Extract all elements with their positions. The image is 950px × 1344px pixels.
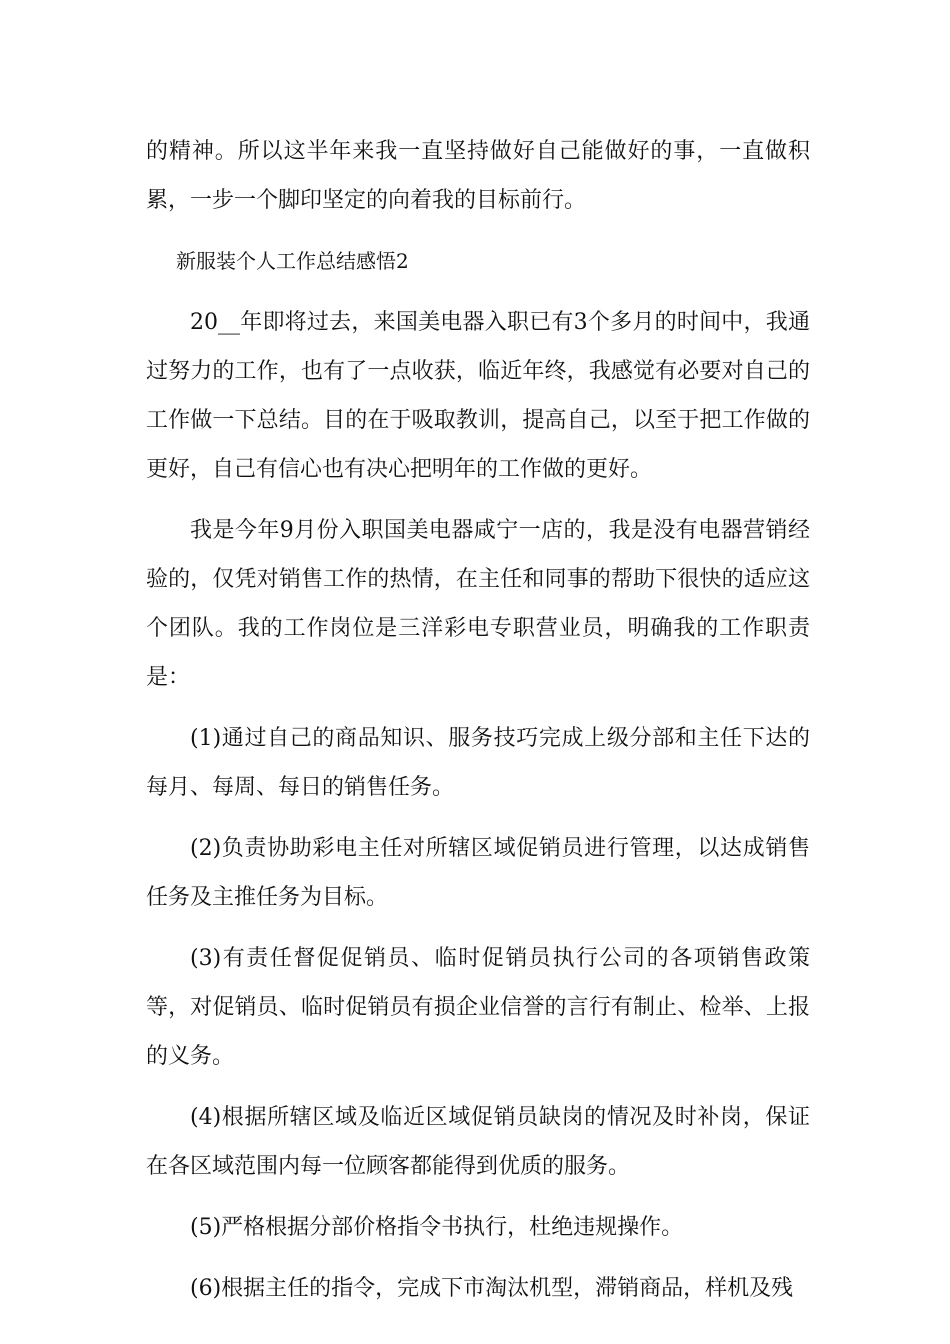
list-item: (6)根据主任的指令，完成下市淘汰机型，滞销商品，样机及残	[190, 1276, 794, 1301]
section-heading: 新服装个人工作总结感悟2	[176, 249, 409, 273]
list-item: (2)负责协助彩电主任对所辖区域促销员进行管理，以达成销售任务及主推任务为目标。	[146, 836, 810, 910]
paragraph-continuation: 的精神。所以这半年来我一直坚持做好自己能做好的事，一直做积累，一步一个脚印坚定的向着我的目标前行。	[146, 139, 810, 213]
document-body	[146, 127, 810, 1325]
list-item: (3)有责任督促促销员、临时促销员执行公司的各项销售政策等，对促销员、临时促销员有损企业信誉的言行有制止、检举、上报的义务。	[146, 946, 810, 1069]
paragraph: 20__年即将过去，来国美电器入职已有3个多月的时间中，我通过努力的工作，也有了一点收获，临近年终，我感觉有必要对自己的工作做一下总结。目的在于吸取教训，提高自己，以至于把工作做的更好，自己有信心也有决心把明年的工作做的更好。	[146, 310, 810, 482]
list-item: (4)根据所辖区域及临近区域促销员缺岗的情况及时补岗，保证在各区域范围内每一位顾客都能得到优质的服务。	[146, 1105, 810, 1179]
paragraph: 我是今年9月份入职国美电器咸宁一店的，我是没有电器营销经验的，仅凭对销售工作的热情，在主任和同事的帮助下很快的适应这个团队。我的工作岗位是三洋彩电专职营业员，明确我的工作职责是：	[146, 518, 810, 690]
list-item: (1)通过自己的商品知识、服务技巧完成上级分部和主任下达的每月、每周、每日的销售任务。	[146, 726, 810, 800]
list-item: (5)严格根据分部价格指令书执行，杜绝违规操作。	[190, 1215, 684, 1240]
